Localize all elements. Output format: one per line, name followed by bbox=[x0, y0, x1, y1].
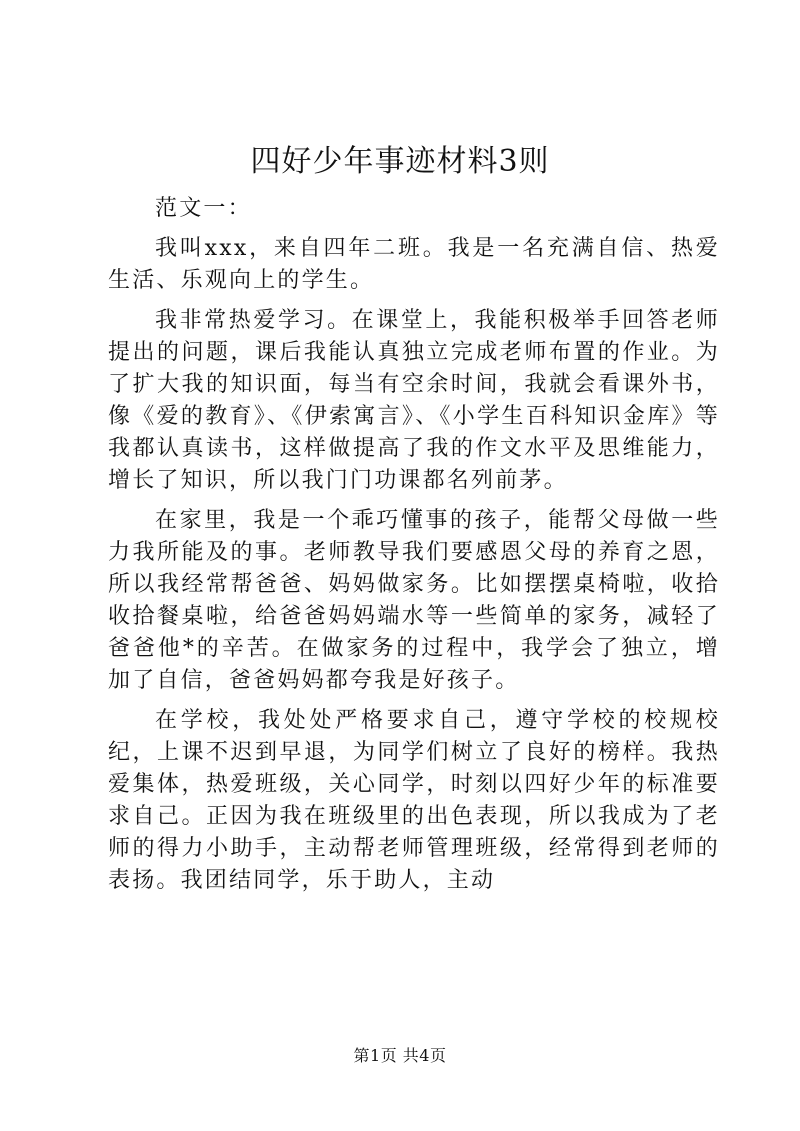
paragraph: 我叫xxx，来自四年二班。我是一名充满自信、热爱生活、乐观向上的学生。 bbox=[108, 236, 720, 293]
document-body bbox=[108, 193, 720, 897]
paragraph: 在学校，我处处严格要求自己，遵守学校的校规校纪，上课不迟到早退，为同学们树立了良好的榜样。我热爱集体，热爱班级，关心同学，时刻以四好少年的标准要求自己。正因为我在班级里的出色表现，所以我成为了老师的得力小助手，主动帮老师管理班级，经常得到老师的表扬。我团结同学，乐于助人，主动 bbox=[108, 708, 720, 893]
document-title: 四好少年事迹材料3则 bbox=[250, 144, 550, 179]
page-number-footer: 第1页 共4页 bbox=[353, 1046, 447, 1065]
paragraph-heading: 范文一： bbox=[155, 196, 252, 221]
paragraph: 在家里，我是一个乖巧懂事的孩子，能帮父母做一些力我所能及的事。老师教导我们要感恩父母的养育之恩，所以我经常帮爸爸、妈妈做家务。比如摆摆桌椅啦，收拾收拾餐桌啦，给爸爸妈妈端水等一些简单的家务，减轻了爸爸他*的辛苦。在做家务的过程中，我学会了独立，增加了自信，爸爸妈妈都夸我是好孩子。 bbox=[108, 508, 720, 693]
paragraph: 我非常热爱学习。在课堂上，我能积极举手回答老师提出的问题，课后我能认真独立完成老师布置的作业。为了扩大我的知识面，每当有空余时间，我就会看课外书，像《爱的教育》、《伊索寓言》、《小学生百科知识金库》等我都认真读书，这样做提高了我的作文水平及思维能力，增长了知识，所以我门门功课都名列前茅。 bbox=[108, 308, 720, 493]
